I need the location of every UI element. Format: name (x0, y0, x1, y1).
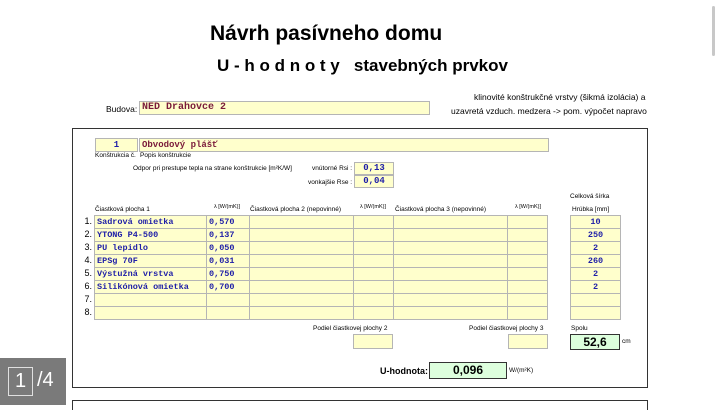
scrollbar[interactable] (712, 6, 715, 56)
table-row (571, 268, 621, 281)
table-row (95, 242, 548, 255)
table-row (95, 229, 548, 242)
area3-cell[interactable] (394, 255, 508, 268)
row-number: 4. (84, 255, 92, 265)
row-number: 7. (84, 294, 92, 304)
budova-label: Budova: (106, 104, 138, 114)
share3-field[interactable] (508, 334, 548, 349)
row-number: 6. (84, 281, 92, 291)
thickness-cell[interactable]: 260 (571, 255, 621, 268)
table-row (95, 281, 548, 294)
thickness-cell[interactable]: 2 (571, 242, 621, 255)
table-row (95, 307, 548, 320)
area3-cell[interactable] (394, 294, 508, 307)
area2-cell[interactable] (250, 294, 354, 307)
area2-cell[interactable] (250, 242, 354, 255)
area1-header: Čiastková plocha 1 (95, 206, 150, 213)
area2-cell[interactable] (250, 229, 354, 242)
layer-name-cell[interactable]: EPSg 70F (95, 255, 207, 268)
lambda2-cell[interactable] (354, 216, 394, 229)
lambda3-cell[interactable] (508, 294, 548, 307)
lambda-cell[interactable]: 0,137 (207, 229, 250, 242)
table-row (571, 255, 621, 268)
lambda2-cell[interactable] (354, 294, 394, 307)
u-value-unit: W/(m²K) (509, 367, 534, 374)
lambda3-cell[interactable] (508, 216, 548, 229)
construction-name-field[interactable]: Obvodový plášť (139, 138, 549, 152)
layer-name-cell[interactable]: PU lepidlo (95, 242, 207, 255)
next-panel (72, 400, 648, 410)
thickness-cell[interactable]: 2 (571, 268, 621, 281)
area2-cell[interactable] (250, 255, 354, 268)
thickness-cell[interactable] (571, 294, 621, 307)
current-page: 1 (8, 367, 33, 396)
share3-label: Podiel čiastkovej plochy 3 (469, 325, 544, 332)
area2-cell[interactable] (250, 216, 354, 229)
share2-field[interactable] (353, 334, 393, 349)
lambda3-header: λ [W/(mK)] (515, 204, 541, 210)
rsi-label: vnútorné Rsi : (312, 165, 353, 172)
page-indicator[interactable] (0, 358, 66, 405)
area3-cell[interactable] (394, 229, 508, 242)
table-row (571, 294, 621, 307)
table-row (95, 268, 548, 281)
total-thickness-value: 52,6 (570, 334, 620, 350)
resistance-label: Odpor pri prestupe tepla na strane konštrukcie [m²K/W] (133, 165, 292, 172)
lambda-cell[interactable] (207, 307, 250, 320)
area2-cell[interactable] (250, 307, 354, 320)
layer-name-cell[interactable]: Sadrová omietka (95, 216, 207, 229)
lambda-cell[interactable]: 0,570 (207, 216, 250, 229)
lambda2-cell[interactable] (354, 229, 394, 242)
note-line-1: klinovité konštrukčné vrstvy (šikmá izolácia) a (474, 92, 646, 102)
thickness-table (570, 215, 621, 320)
lambda2-cell[interactable] (354, 307, 394, 320)
layers-table (94, 215, 548, 320)
rse-label: vonkajšie Rse : (308, 179, 353, 186)
total-label: Spolu (571, 325, 588, 332)
thickness-cell[interactable]: 2 (571, 281, 621, 294)
lambda3-cell[interactable] (508, 281, 548, 294)
lambda-cell[interactable]: 0,750 (207, 268, 250, 281)
row-number: 3. (84, 242, 92, 252)
lambda3-cell[interactable] (508, 242, 548, 255)
table-row (95, 216, 548, 229)
lambda3-cell[interactable] (508, 268, 548, 281)
page-title: Návrh pasívneho domu (210, 22, 443, 45)
thickness-header: Hrúbka [mm] (572, 206, 610, 213)
lambda2-cell[interactable] (354, 268, 394, 281)
note-line-2: uzavretá vzduch. medzera -> pom. výpočet napravo (451, 106, 647, 116)
lambda-cell[interactable]: 0,031 (207, 255, 250, 268)
lambda3-cell[interactable] (508, 255, 548, 268)
u-value-label: U-hodnota: (380, 366, 428, 376)
lambda-cell[interactable]: 0,700 (207, 281, 250, 294)
thickness-cell[interactable] (571, 307, 621, 320)
table-row (95, 255, 548, 268)
lambda-cell[interactable] (207, 294, 250, 307)
row-number: 2. (84, 229, 92, 239)
lambda1-header: λ [W/(mK)] (214, 204, 240, 210)
rse-field[interactable]: 0,04 (354, 175, 394, 188)
total-pages: /4 (37, 369, 54, 391)
layer-name-cell[interactable]: YTONG P4-500 (95, 229, 207, 242)
area3-cell[interactable] (394, 268, 508, 281)
thickness-cell[interactable]: 250 (571, 229, 621, 242)
area3-cell[interactable] (394, 281, 508, 294)
thickness-total-header: Celková šírka (570, 193, 610, 200)
budova-field[interactable]: NED Drahovce 2 (139, 101, 430, 115)
table-row (95, 294, 548, 307)
lambda-cell[interactable]: 0,050 (207, 242, 250, 255)
area2-cell[interactable] (250, 268, 354, 281)
row-numbers (78, 215, 92, 319)
lambda2-header: λ [W/(mK)] (360, 204, 386, 210)
share2-label: Podiel čiastkovej plochy 2 (313, 325, 388, 332)
lambda3-cell[interactable] (508, 229, 548, 242)
page-subtitle: U - h o d n o t y stavebných prvkov (217, 56, 508, 75)
rsi-field[interactable]: 0,13 (354, 162, 394, 175)
layer-name-cell[interactable]: Výstužná vrstva (95, 268, 207, 281)
area2-header: Čiastková plocha 2 (nepovinné) (250, 206, 342, 213)
table-row (571, 307, 621, 320)
construction-desc-label: Popis konštrukcie (140, 152, 191, 159)
row-number: 8. (84, 307, 92, 317)
area2-cell[interactable] (250, 281, 354, 294)
area3-header: Čiastková plocha 3 (nepovinné) (395, 206, 487, 213)
lambda3-cell[interactable] (508, 307, 548, 320)
lambda2-cell[interactable] (354, 281, 394, 294)
construction-number-field[interactable]: 1 (95, 138, 138, 152)
table-row (571, 229, 621, 242)
layer-name-cell[interactable] (95, 294, 207, 307)
area3-cell[interactable] (394, 216, 508, 229)
area3-cell[interactable] (394, 307, 508, 320)
total-unit: cm (622, 338, 631, 345)
u-value: 0,096 (429, 362, 507, 379)
table-row (571, 216, 621, 229)
layer-name-cell[interactable] (95, 307, 207, 320)
thickness-cell[interactable]: 10 (571, 216, 621, 229)
lambda2-cell[interactable] (354, 242, 394, 255)
table-row (571, 281, 621, 294)
row-number: 5. (84, 268, 92, 278)
area3-cell[interactable] (394, 242, 508, 255)
layer-name-cell[interactable]: Silikónová omietka (95, 281, 207, 294)
lambda2-cell[interactable] (354, 255, 394, 268)
row-number: 1. (84, 216, 92, 226)
table-row (571, 242, 621, 255)
construction-number-label: Konštrukcia č. (95, 152, 136, 159)
